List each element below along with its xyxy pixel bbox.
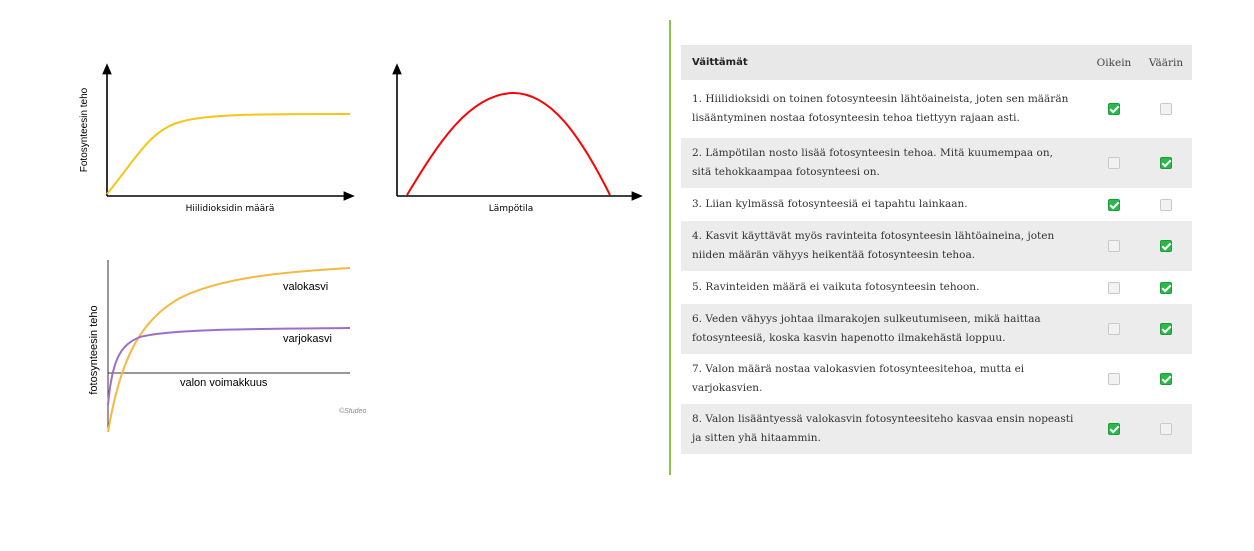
table-row [681,221,1192,271]
light-ylabel: fotosynteesin teho [88,305,100,395]
statement-text: 6. Veden vähyys johtaa ilmarakojen sulkeutumiseen, mikä haittaa fotosynteesiä, koska kasvin hapenotto ilmakehästä loppuu. [681,304,1088,354]
true-cell [1088,221,1140,271]
statement-text: 4. Kasvit käyttävät myös ravinteita fotosynteesin lähtöaineina, joten niiden määrän vähyys heikentää fotosynteesin tehoa. [681,221,1088,271]
true-cell [1088,354,1140,404]
light-xlabel: valon voimakkuus [180,377,268,389]
co2-curve [107,114,350,194]
false-checkbox[interactable] [1160,157,1172,169]
true-checkbox[interactable] [1108,157,1120,169]
false-checkbox[interactable] [1160,423,1172,435]
true-checkbox[interactable] [1108,423,1120,435]
true-cell [1088,80,1140,138]
vertical-divider [669,20,671,475]
table-row [681,271,1192,304]
false-cell [1140,138,1192,188]
header-true: Oikein [1088,45,1140,80]
false-cell [1140,304,1192,354]
statement-text: 7. Valon määrä nostaa valokasvien fotosynteesitehoa, mutta ei varjokasvien. [692,363,1025,394]
table-row [681,354,1192,404]
temperature-xlabel: Lämpötila [488,204,534,214]
light-plant-label: valokasvi [283,281,329,293]
table-row [681,188,1192,221]
false-checkbox[interactable] [1160,103,1172,115]
false-checkbox[interactable] [1160,282,1172,294]
false-cell [1140,271,1192,304]
temperature-graph [397,68,638,214]
false-checkbox[interactable] [1160,240,1172,252]
table-header-row [681,45,1192,80]
header-statements: Väittämät [681,45,1088,80]
true-checkbox[interactable] [1108,103,1120,115]
shade-plant-label: varjokasvi [283,333,332,345]
statement-text: 8. Valon lisääntyessä valokasvin fotosynteesiteho kasvaa ensin nopeasti ja sitten yhä hitaammin. [681,404,1088,454]
true-cell [1088,404,1140,454]
true-checkbox[interactable] [1108,240,1120,252]
true-cell [1088,188,1140,221]
false-cell [1140,188,1192,221]
table-row [681,80,1192,138]
false-checkbox[interactable] [1160,199,1172,211]
true-checkbox[interactable] [1108,199,1120,211]
false-cell [1140,80,1192,138]
table-row [681,404,1192,454]
false-cell [1140,221,1192,271]
true-cell [1088,271,1140,304]
true-checkbox[interactable] [1108,323,1120,335]
false-cell [1140,354,1192,404]
false-checkbox[interactable] [1160,323,1172,335]
header-false: Väärin [1140,45,1192,80]
statement-text: 3. Liian kylmässä fotosynteesiä ei tapahtu lainkaan. [692,198,968,210]
statements-table [681,45,1192,454]
true-cell [1088,304,1140,354]
co2-ylabel: Fotosynteesin teho [79,87,90,173]
statement-text: 5. Ravinteiden määrä ei vaikuta fotosynteesin tehoon. [692,281,980,293]
table-row [681,304,1192,354]
statement-text: 1. Hiilidioksidi on toinen fotosynteesin lähtöaineista, joten sen määrän lisääntyminen nostaa fotosynteesin tehoa tiettyyn rajaan asti. [692,93,1069,124]
credit-label: ©Studeo [339,408,367,415]
co2-graph [79,68,350,214]
statement-text: 2. Lämpötilan nosto lisää fotosynteesin tehoa. Mitä kuumempaa on, sitä tehokkaampaa fotosynteesi on. [681,138,1088,188]
true-cell [1088,138,1140,188]
temperature-curve [407,93,610,195]
table-row [681,138,1192,188]
false-checkbox[interactable] [1160,373,1172,385]
co2-xlabel: Hiilidioksidin määrä [185,204,275,214]
true-checkbox[interactable] [1108,282,1120,294]
light-graph [88,260,366,432]
table-body [681,80,1192,454]
true-checkbox[interactable] [1108,373,1120,385]
false-cell [1140,404,1192,454]
